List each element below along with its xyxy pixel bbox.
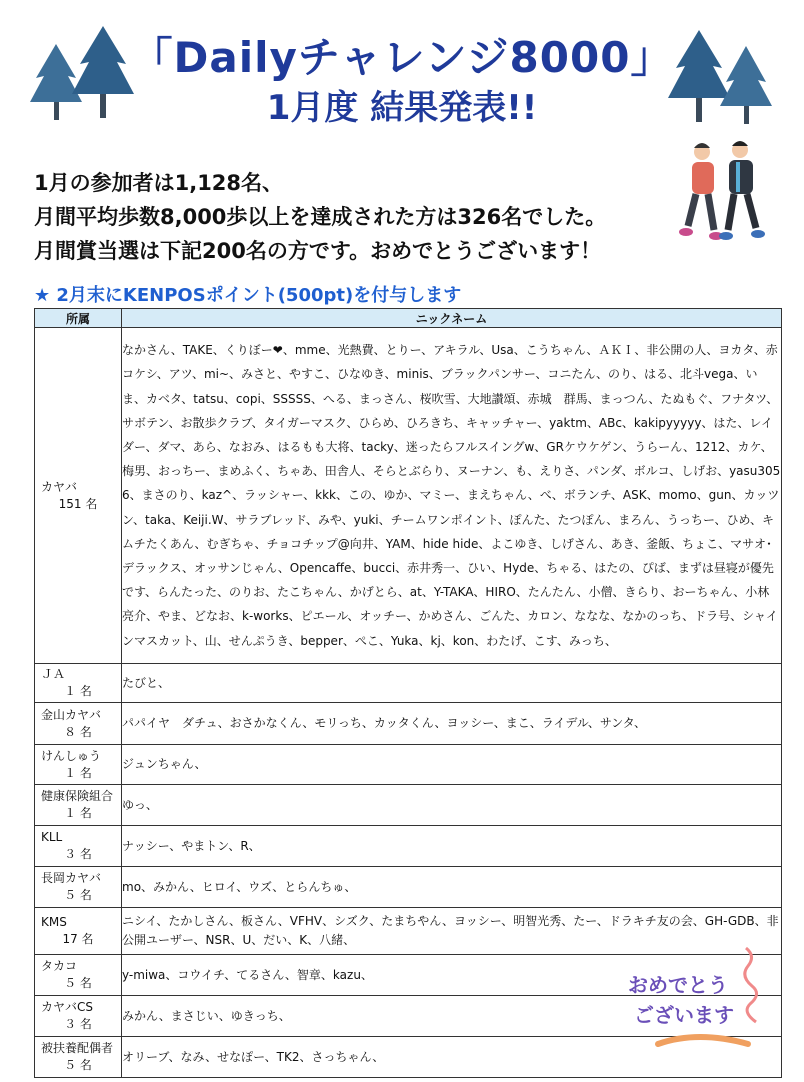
page-title: 「Dailyチャレンジ8000」	[130, 33, 674, 82]
org-name: カヤバ	[41, 479, 78, 494]
table-row	[35, 664, 782, 703]
table-row	[35, 745, 782, 785]
nickname-cell: みかん、まさじい、ゆきっち、	[122, 996, 782, 1037]
nickname-cell: ゆっ、	[122, 785, 782, 826]
intro-text	[34, 166, 606, 268]
org-count: ３ 名	[64, 1017, 92, 1031]
nickname-cell: オリーブ、なみ、せなぽー、TK2、さっちゃん、	[122, 1037, 782, 1078]
org-count: ５ 名	[64, 976, 92, 990]
org-cell	[35, 826, 122, 867]
org-cell	[35, 328, 122, 664]
nickname-cell: なかさん、TAKE、くりぼー❤、mme、光熱費、とりー、アキラル、Usa、こうちゃん、ＡＫＩ、非公開の人、ヨカタ、赤コケシ、アツ、mi~、みさと、やすこ、ひなゆき、minis、ブラックパンサー、コニたん、のり、はる、北斗vega、いま、カベタ、tatsu、copi、SSSSS、へる、まっさん、桜吹雪、大地讃頌、赤城 群馬、まっつん、たぬもぐ、フナタツ、サボテン、お散歩クラブ、タイガーマスク、ひらめ、ひろきち、キャッチャー、yaktm、ABc、kakipyyyyy、はた、レイダー、ダマ、あら、なおみ、はるもも大将、tacky、迷ったらフルスイングw、GRケウケゲン、うらーん、1212、カケ、梅男、おっちー、まめふく、ちゃあ、田舎人、そらとぶらり、ヌーナン、も、えりさ、パンダ、ボルコ、しげお、yasu3056、まさのり、kaz^、ラッシャー、kkk、この、ゆか、マミー、まえちゃん、べ、ボランチ、ASK、momo、gun、カッツン、taka、Keiji.W、サラブレッド、みや、yuki、チームワンポイント、ぽんた、たつぽん、まろん、うっちー、ひめ、キムチたくあん、むぎちゃ、チョコチップ@向井、YAM、hide hide、よこゆき、しげさん、あき、釜飯、ちょこ、マサオ･デラックス、オッサンじゃん、Opencaffe、bucci、赤井秀一、ひい、Hyde、ちゃる、はたの、ぴば、まずは昼寝が優先です、らんたった、のりお、たこちゃん、かげとら、at、Y-TAKA、HIRO、たんたん、小僧、きらり、おーちゃん、小林亮介、やま、どなお、k-works、ピエール、オッチー、かめさん、ごんた、カロン、ななな、なかのっち、ドラ号、シャインマスカット、山、せんぷうき、bepper、ぺこ、Yuka、kj、kon、わたげ、こす、みっち、	[122, 328, 782, 664]
org-name: 金山カヤバ	[41, 707, 102, 722]
org-cell	[35, 785, 122, 826]
org-count: １ 名	[64, 806, 92, 820]
org-cell	[35, 745, 122, 785]
points-notice: ★ 2月末にKENPOSポイント(500pt)を付与します	[34, 285, 462, 306]
org-name: KLL	[41, 830, 63, 844]
nickname-cell: ジュンちゃん、	[122, 745, 782, 785]
intro-line-participants: 1月の参加者は1,128名、	[34, 171, 284, 195]
org-name: けんしゅう	[41, 748, 102, 763]
org-cell	[35, 996, 122, 1037]
org-count: ５ 名	[64, 1058, 92, 1072]
org-name: 長岡カヤバ	[41, 871, 102, 885]
nickname-cell: パパイヤ ダチュ、おさかなくん、モリっち、カッタくん、ヨッシー、まこ、ライデル、サンタ、	[122, 703, 782, 745]
nickname-cell: たびと、	[122, 664, 782, 703]
nickname-cell: ナッシー、やまトン、R、	[122, 826, 782, 867]
org-cell	[35, 1037, 122, 1078]
congrats-line-2: ございます	[634, 1003, 734, 1027]
org-name: KMS	[41, 915, 67, 929]
org-name: 健康保険組合	[41, 789, 114, 803]
table-row	[35, 703, 782, 745]
org-cell	[35, 908, 122, 955]
table-row	[35, 328, 782, 664]
table-row	[35, 785, 782, 826]
org-count: ５ 名	[64, 888, 92, 902]
column-header-affiliation: 所属	[35, 309, 122, 328]
table-row	[35, 867, 782, 908]
nickname-cell: ニシイ、たかしさん、板さん、VFHV、シズク、たまちやん、ヨッシー、明智光秀、たー、ドラキチ友の会、GH-GDB、非公開ユーザー、NSR、U、だい、K、八緒、	[122, 908, 782, 955]
org-count: ８ 名	[64, 724, 92, 739]
org-name: タカコ	[41, 959, 78, 973]
org-cell	[35, 867, 122, 908]
org-cell	[35, 955, 122, 996]
title-block	[0, 30, 804, 128]
nickname-cell: y-miwa、コウイチ、てるさん、智章、kazu、	[122, 955, 782, 996]
runners-illustration	[674, 140, 774, 250]
intro-line-achievers: 月間平均歩数8,000歩以上を達成された方は326名でした。	[34, 205, 607, 229]
congrats-line-1: おめでとう	[628, 973, 728, 997]
column-header-nickname: ニックネーム	[122, 309, 782, 328]
table-header-row	[35, 309, 782, 328]
org-name: ＪＡ	[41, 667, 66, 681]
org-count: ３ 名	[64, 847, 92, 861]
congratulations-badge	[618, 944, 778, 1064]
org-name: カヤバCS	[41, 1000, 93, 1014]
org-count: １ 名	[64, 765, 92, 780]
org-name: 被扶養配偶者	[41, 1041, 114, 1055]
table-row	[35, 826, 782, 867]
page-subtitle: 1月度 結果発表!!	[266, 88, 538, 128]
org-count: 151 名	[58, 496, 98, 511]
org-count: 17 名	[62, 932, 94, 946]
org-count: １ 名	[64, 684, 92, 698]
org-cell	[35, 703, 122, 745]
intro-line-winners: 月間賞当選は下記200名の方です。おめでとうございます！	[34, 239, 602, 263]
nickname-cell: mo、みかん、ヒロイ、ウズ、とらんちゅ、	[122, 867, 782, 908]
org-cell	[35, 664, 122, 703]
